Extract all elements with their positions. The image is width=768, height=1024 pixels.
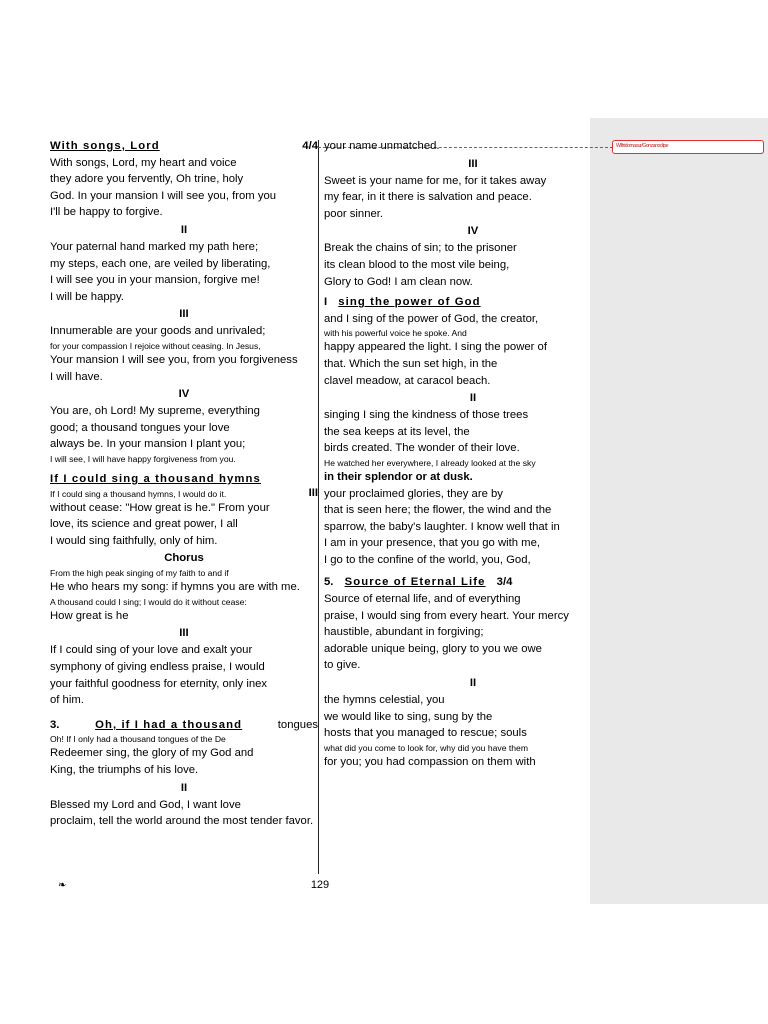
verse-number: IV bbox=[178, 388, 190, 401]
verse-line: your name unmatched. bbox=[324, 140, 440, 152]
verse-line: Your paternal hand marked my path here; bbox=[50, 240, 259, 253]
column-divider bbox=[318, 140, 319, 874]
verse-line: Your mansion I will see you, from you forgiveness bbox=[50, 353, 298, 366]
hymn-header-with-songs-lord bbox=[50, 138, 318, 155]
verse-line: praise, I would sing from every heart. Your mercy bbox=[324, 609, 569, 622]
verse-line: love, its science and great power, I all bbox=[50, 518, 238, 531]
left-column bbox=[50, 138, 318, 830]
verse-line: we would like to sing, sung by the bbox=[324, 710, 493, 723]
verse-line: hosts that you managed to rescue; souls bbox=[324, 727, 527, 740]
hymn-title: With songs, Lord bbox=[50, 140, 160, 152]
verse-line: for you; you had compassion on them with bbox=[324, 755, 536, 768]
chorus-label: Chorus bbox=[164, 552, 204, 565]
verse-number: II bbox=[469, 677, 477, 690]
verse-line: Break the chains of sin; to the prisoner bbox=[324, 242, 517, 255]
verse-number: IV bbox=[467, 225, 479, 238]
verse-line: they adore you fervently, Oh trine, holy bbox=[50, 173, 244, 186]
verse-line: I am in your presence, that you go with me, bbox=[324, 537, 541, 550]
hymn-header-oh-if-i-had-a-thousand bbox=[50, 717, 318, 734]
verse-line: singing I sing the kindness of those trees bbox=[324, 409, 529, 422]
verse-line: with his powerful voice he spoke. And bbox=[324, 328, 467, 339]
verse-line: the sea keeps at its level, the bbox=[324, 425, 470, 438]
verse-line: Innumerable are your goods and unrivaled; bbox=[50, 325, 266, 338]
verse-line: of him. bbox=[50, 694, 84, 707]
verse-line: and I sing of the power of God, the creator, bbox=[324, 312, 539, 325]
verse-number: III bbox=[179, 627, 189, 640]
verse-line: I go to the confine of the world, you, God, bbox=[324, 553, 531, 566]
hymn-meter: 3/4 bbox=[496, 576, 513, 589]
verse-line-small: A thousand could I sing; I would do it without cease: bbox=[50, 596, 247, 607]
verse-line: symphony of giving endless praise, I would bbox=[50, 661, 265, 674]
verse-number: III bbox=[308, 486, 318, 499]
verse-line: that. Which the sun set high, in the bbox=[324, 357, 498, 370]
verse-line: I will be happy. bbox=[50, 290, 124, 303]
verse-line: good; a thousand tongues your love bbox=[50, 421, 230, 434]
verse-line: in their splendor or at dusk. bbox=[324, 470, 473, 483]
verse-line-small: for your compassion I rejoice without ceasing. In Jesus, bbox=[50, 340, 261, 351]
hymn-header-i-sing-the-power-of-god bbox=[324, 294, 622, 311]
verse-line: birds created. The wonder of their love. bbox=[324, 442, 520, 455]
verse-line-small: Oh! If I only had a thousand tongues of the De bbox=[50, 734, 226, 745]
verse-line: Sweet is your name for me, for it takes away bbox=[324, 174, 547, 187]
verse-line: without cease: "How great is he." From your bbox=[50, 501, 270, 514]
verse-line: I would sing faithfully, only of him. bbox=[50, 534, 218, 547]
verse-number: II bbox=[180, 223, 188, 236]
verse-line: its clean blood to the most vile being, bbox=[324, 258, 510, 271]
verse-line: God. In your mansion I will see you, from you bbox=[50, 189, 277, 202]
verse-line: Blessed my Lord and God, I want love bbox=[50, 798, 241, 811]
verse-line: I will have. bbox=[50, 370, 103, 383]
verse-number: III bbox=[468, 157, 478, 170]
annotation-box[interactable] bbox=[612, 140, 764, 154]
verse-line: With songs, Lord, my heart and voice bbox=[50, 156, 237, 169]
verse-line: I will see you in your mansion, forgive me! bbox=[50, 274, 260, 287]
right-column bbox=[324, 138, 622, 770]
page-number: 129 bbox=[310, 879, 330, 891]
verse-line-small: If I could sing a thousand hymns, I would do it. bbox=[50, 488, 227, 499]
hymn-header-source-of-eternal-life bbox=[324, 574, 622, 591]
verse-line: How great is he bbox=[50, 609, 129, 622]
verse-line: the hymns celestial, you bbox=[324, 694, 445, 707]
verse-number: II bbox=[180, 781, 188, 794]
hymn-title: Oh, if I had a thousand bbox=[95, 718, 243, 731]
verse-line: haustible, abundant in forgiving; bbox=[324, 626, 484, 639]
verse-line: Redeemer sing, the glory of my God and bbox=[50, 747, 254, 760]
annotation-text: Wilfridomasur/Gonzanoclipe bbox=[616, 143, 669, 149]
verse-line-small: From the high peak singing of my faith to and if bbox=[50, 568, 229, 579]
hymn-title: sing the power of God bbox=[338, 296, 481, 309]
verse-line: Glory to God! I am clean now. bbox=[324, 275, 473, 288]
verse-number: II bbox=[469, 392, 477, 405]
hymn-title: Source of Eternal Life bbox=[344, 576, 486, 589]
footer-ornament-icon: ❧ bbox=[58, 880, 67, 891]
hymn-title-tail: tongues bbox=[277, 718, 318, 731]
verse-line: He who hears my song: if hymns you are with me. bbox=[50, 581, 300, 594]
verse-line: that is seen here; the flower, the wind and the bbox=[324, 504, 552, 517]
hymn-number: 5. bbox=[324, 576, 334, 589]
verse-line: adorable unique being, glory to you we owe bbox=[324, 642, 542, 655]
verse-line: King, the triumphs of his love. bbox=[50, 764, 199, 777]
verse-line: happy appeared the light. I sing the power of bbox=[324, 341, 547, 354]
hymn-meter: 4/4 bbox=[302, 140, 318, 152]
verse-line: You are, oh Lord! My supreme, everything bbox=[50, 405, 260, 418]
verse-line: to give. bbox=[324, 659, 361, 672]
verse-line: I'll be happy to forgive. bbox=[50, 206, 163, 219]
verse-line: my fear, in it there is salvation and peace. bbox=[324, 191, 532, 204]
hymn-number: 3. bbox=[50, 718, 60, 731]
verse-number: III bbox=[179, 308, 189, 321]
verse-line: your proclaimed glories, they are by bbox=[324, 487, 503, 500]
verse-line: sparrow, the baby's laughter. I know well that in bbox=[324, 520, 560, 533]
verse-line-small: what did you come to look for, why did you have them bbox=[324, 742, 528, 753]
verse-line: my steps, each one, are veiled by liberating, bbox=[50, 257, 271, 270]
verse-line: clavel meadow, at caracol beach. bbox=[324, 374, 491, 387]
hymn-title-if-i-could-sing: If I could sing a thousand hymns bbox=[50, 472, 261, 485]
verse-line: Source of eternal life, and of everything bbox=[324, 593, 521, 606]
hymn-number: I bbox=[324, 296, 328, 309]
verse-line-small: I will see, I will have happy forgiveness from you. bbox=[50, 453, 236, 464]
verse-line-small: He watched her everywhere, I already looked at the sky bbox=[324, 457, 536, 468]
verse-line: proclaim, tell the world around the most tender favor. bbox=[50, 815, 314, 828]
verse-line: always be. In your mansion I plant you; bbox=[50, 438, 246, 451]
verse-line: your faithful goodness for eternity, only inex bbox=[50, 677, 268, 690]
verse-line: poor sinner. bbox=[324, 207, 384, 220]
verse-line: If I could sing of your love and exalt your bbox=[50, 644, 253, 657]
